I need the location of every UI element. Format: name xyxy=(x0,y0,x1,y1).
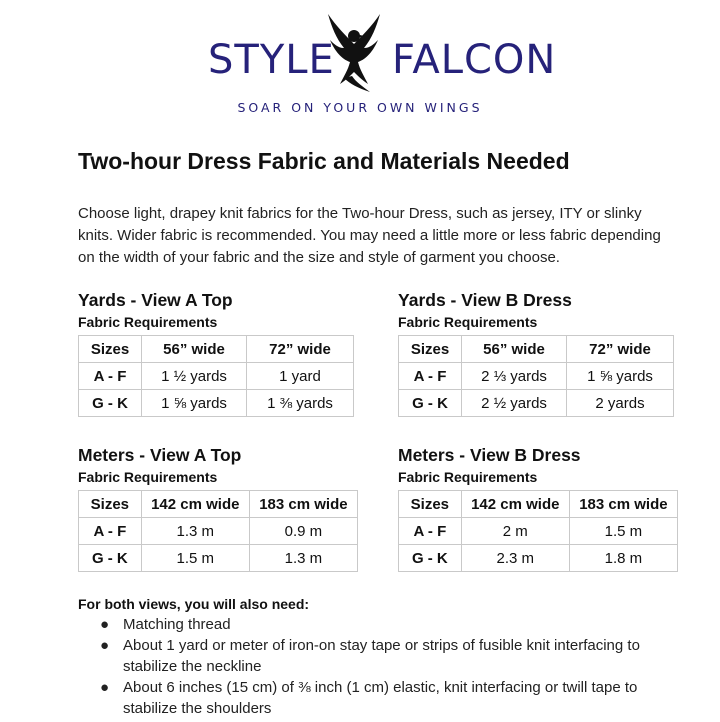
table-header-row xyxy=(79,336,354,363)
list-item-text: Matching thread xyxy=(123,616,231,633)
value-cell: 1.3 m xyxy=(249,545,357,572)
value-cell: 1.5 m xyxy=(569,518,677,545)
fabric-table xyxy=(398,335,674,417)
header-cell: 142 cm wide xyxy=(461,491,569,518)
value-cell: 1.3 m xyxy=(141,518,249,545)
bullet-icon: ● xyxy=(100,637,110,654)
additional-materials xyxy=(78,594,678,719)
brand-tagline: SOAR ON YOUR OWN WINGS xyxy=(237,100,483,115)
yards-view-b-section xyxy=(398,288,678,417)
value-cell: 1 ⅝ yards xyxy=(142,390,247,417)
value-cell: 1.8 m xyxy=(569,545,677,572)
value-cell: 1 yard xyxy=(247,363,354,390)
value-cell: 1 ⅜ yards xyxy=(247,390,354,417)
falcon-icon xyxy=(322,14,386,94)
section-heading: Yards - View A Top xyxy=(78,290,233,310)
table-row xyxy=(399,518,678,545)
size-cell: G - K xyxy=(399,390,462,417)
bullet-icon: ● xyxy=(100,616,110,633)
brand-logo xyxy=(0,10,720,115)
header-cell: 72” wide xyxy=(567,336,674,363)
size-cell: G - K xyxy=(79,390,142,417)
header-cell: Sizes xyxy=(399,491,462,518)
table-row xyxy=(399,363,674,390)
table-row xyxy=(79,518,358,545)
bullet-icon: ● xyxy=(100,679,110,696)
value-cell: 2 yards xyxy=(567,390,674,417)
value-cell: 2.3 m xyxy=(461,545,569,572)
header-cell: 142 cm wide xyxy=(141,491,249,518)
value-cell: 2 m xyxy=(461,518,569,545)
value-cell: 1.5 m xyxy=(141,545,249,572)
header-cell: Sizes xyxy=(399,336,462,363)
page-title: Two-hour Dress Fabric and Materials Needed xyxy=(78,148,570,174)
list-item xyxy=(78,677,678,719)
size-cell: A - F xyxy=(79,363,142,390)
section-heading: Meters - View A Top xyxy=(78,445,242,465)
section-heading: Yards - View B Dress xyxy=(398,290,572,310)
table-row xyxy=(399,390,674,417)
list-item-text: About 6 inches (15 cm) of ⅜ inch (1 cm) elastic, knit interfacing or twill tape to stabilize the shoulders xyxy=(123,679,638,717)
table-row xyxy=(79,545,358,572)
meters-view-a-section xyxy=(78,443,358,572)
table-row xyxy=(79,390,354,417)
section-heading: Meters - View B Dress xyxy=(398,445,581,465)
fabric-table xyxy=(78,490,358,572)
header-cell: 183 cm wide xyxy=(249,491,357,518)
size-cell: G - K xyxy=(399,545,462,572)
header-cell: 183 cm wide xyxy=(569,491,677,518)
value-cell: 2 ½ yards xyxy=(462,390,567,417)
fabric-table xyxy=(398,490,678,572)
section-subheading: Fabric Requirements xyxy=(398,314,538,330)
yards-view-a-section xyxy=(78,288,358,417)
brand-name-right: FALCON xyxy=(392,37,557,83)
table-row xyxy=(79,363,354,390)
header-cell: 72” wide xyxy=(247,336,354,363)
meters-view-b-section xyxy=(398,443,678,572)
size-cell: G - K xyxy=(79,545,142,572)
section-subheading: Fabric Requirements xyxy=(398,469,538,485)
header-cell: Sizes xyxy=(79,491,142,518)
header-cell: Sizes xyxy=(79,336,142,363)
intro-paragraph: Choose light, drapey knit fabrics for the Two-hour Dress, such as jersey, ITY or slinky knits. Wider fabric is recommended. You may need a little more or less fabric depending on the width of your fabric and the size and style of garment you choose. xyxy=(78,205,661,266)
value-cell: 2 ⅓ yards xyxy=(462,363,567,390)
header-cell: 56” wide xyxy=(462,336,567,363)
materials-list xyxy=(78,614,678,719)
size-cell: A - F xyxy=(399,363,462,390)
fabric-table xyxy=(78,335,354,417)
brand-name-left: STYLE xyxy=(208,37,335,83)
table-header-row xyxy=(399,491,678,518)
table-header-row xyxy=(399,336,674,363)
value-cell: 0.9 m xyxy=(249,518,357,545)
section-subheading: Fabric Requirements xyxy=(78,314,218,330)
list-item xyxy=(78,614,678,635)
size-cell: A - F xyxy=(399,518,462,545)
materials-heading: For both views, you will also need: xyxy=(78,596,310,612)
value-cell: 1 ½ yards xyxy=(142,363,247,390)
size-cell: A - F xyxy=(79,518,142,545)
table-header-row xyxy=(79,491,358,518)
header-cell: 56” wide xyxy=(142,336,247,363)
value-cell: 1 ⅝ yards xyxy=(567,363,674,390)
section-subheading: Fabric Requirements xyxy=(78,469,218,485)
list-item xyxy=(78,635,678,677)
table-row xyxy=(399,545,678,572)
list-item-text: About 1 yard or meter of iron-on stay tape or strips of fusible knit interfacing to stabilize the neckline xyxy=(123,637,640,675)
